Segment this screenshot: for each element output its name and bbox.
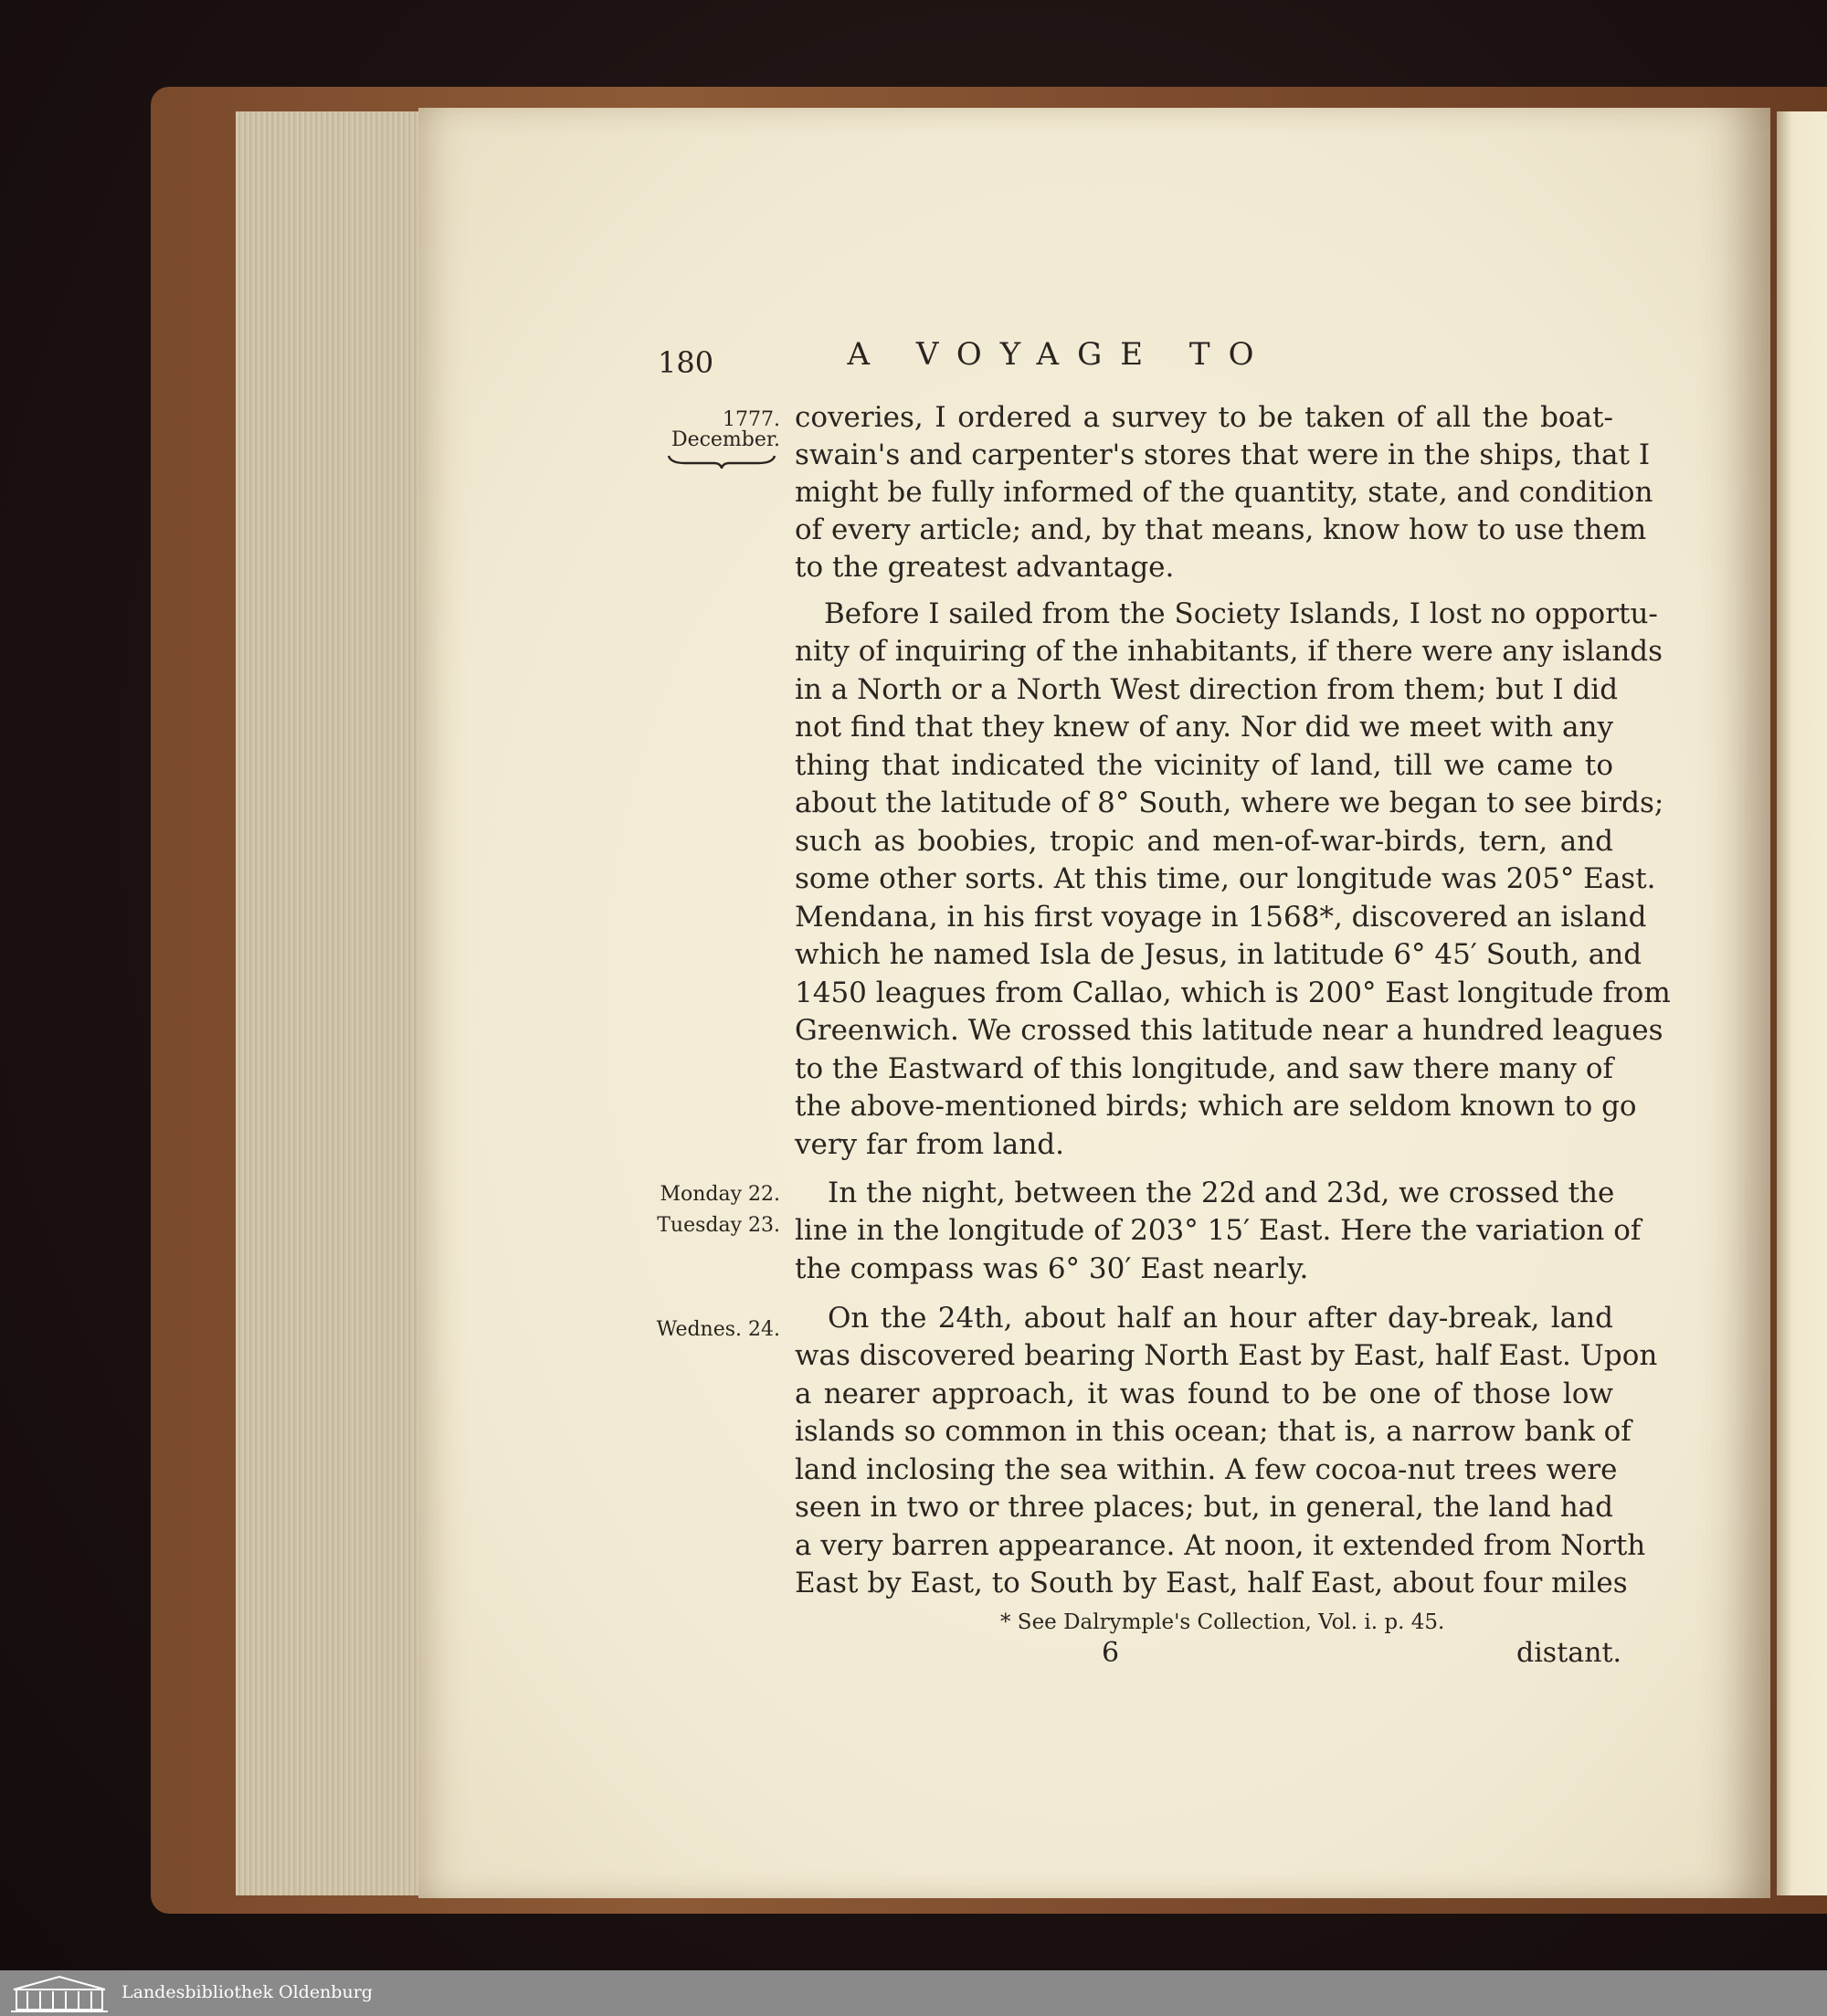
text-line: the compass was 6° 30′ East nearly. <box>795 1252 1309 1285</box>
library-name: Landesbibliothek Oldenburg <box>121 1982 373 2002</box>
brace-ornament <box>667 454 776 469</box>
text-line: land inclosing the sea within. A few cocoa-nut trees were <box>795 1453 1618 1486</box>
text-line: a nearer approach, it was found to be one of those low <box>795 1377 1613 1410</box>
signature-mark: 6 <box>1102 1637 1120 1669</box>
text-line: about the latitude of 8° South, where we began to see birds; <box>795 786 1664 819</box>
text-line: such as boobies, tropic and men-of-war-birds, tern, and <box>795 825 1613 858</box>
page-number: 180 <box>658 345 714 380</box>
text-line: nity of inquiring of the inhabitants, if there were any islands <box>795 635 1663 668</box>
margin-note-year: 1777. <box>723 408 780 431</box>
footnote: * See Dalrymple's Collection, Vol. i. p. 45. <box>1000 1610 1445 1634</box>
text-line: islands so common in this ocean; that is, a narrow bank of <box>795 1415 1632 1448</box>
text-line: very far from land. <box>795 1128 1064 1161</box>
text-line: swain's and carpenter's stores that were in the ships, that I <box>795 438 1651 471</box>
text-line: On the 24th, about half an hour after day-break, land <box>828 1302 1613 1335</box>
text-line: might be fully informed of the quantity, state, and condition <box>795 476 1653 509</box>
text-line: In the night, between the 22d and 23d, we crossed the <box>828 1177 1615 1209</box>
text-line: not find that they knew of any. Nor did we meet with any <box>795 711 1613 744</box>
text-line: a very barren appearance. At noon, it extended from North <box>795 1529 1646 1562</box>
text-line: the above-mentioned birds; which are seldom known to go <box>795 1090 1637 1123</box>
margin-note-monday: Monday 22. <box>660 1183 780 1206</box>
text-line: of every article; and, by that means, know how to use them <box>795 513 1647 546</box>
text-line: which he named Isla de Jesus, in latitude 6° 45′ South, and <box>795 938 1642 971</box>
text-line: seen in two or three places; but, in general, the land had <box>795 1491 1613 1524</box>
text-line: was discovered bearing North East by East, half East. Upon <box>795 1339 1658 1372</box>
margin-note-tuesday: Tuesday 23. <box>657 1214 780 1237</box>
text-line: Greenwich. We crossed this latitude near a hundred leagues <box>795 1014 1663 1047</box>
catchword: distant. <box>1516 1637 1622 1669</box>
margin-note-wednesday: Wednes. 24. <box>656 1318 780 1341</box>
facing-page-edge <box>1777 111 1827 1895</box>
running-head: A VOYAGE TO <box>847 336 1273 373</box>
text-line: Before I sailed from the Society Islands, I lost no opportu- <box>824 597 1658 630</box>
text-line: coveries, I ordered a survey to be taken of all the boat- <box>795 401 1613 434</box>
margin-note-month: December. <box>671 428 780 451</box>
text-line: some other sorts. At this time, our longitude was 205° East. <box>795 862 1656 895</box>
text-line: East by East, to South by East, half East, about four miles <box>795 1567 1628 1599</box>
library-building-icon <box>9 1973 110 2013</box>
page-edges <box>236 111 428 1895</box>
text-line: in a North or a North West direction from them; but I did <box>795 673 1619 706</box>
text-line: 1450 leagues from Callao, which is 200° East longitude from <box>795 976 1671 1009</box>
text-line: line in the longitude of 203° 15′ East. Here the variation of <box>795 1214 1642 1247</box>
text-line: to the Eastward of this longitude, and saw there many of <box>795 1052 1613 1085</box>
text-line: to the greatest advantage. <box>795 551 1175 584</box>
text-line: thing that indicated the vicinity of land, till we came to <box>795 749 1613 782</box>
text-line: Mendana, in his first voyage in 1568*, discovered an island <box>795 901 1647 934</box>
